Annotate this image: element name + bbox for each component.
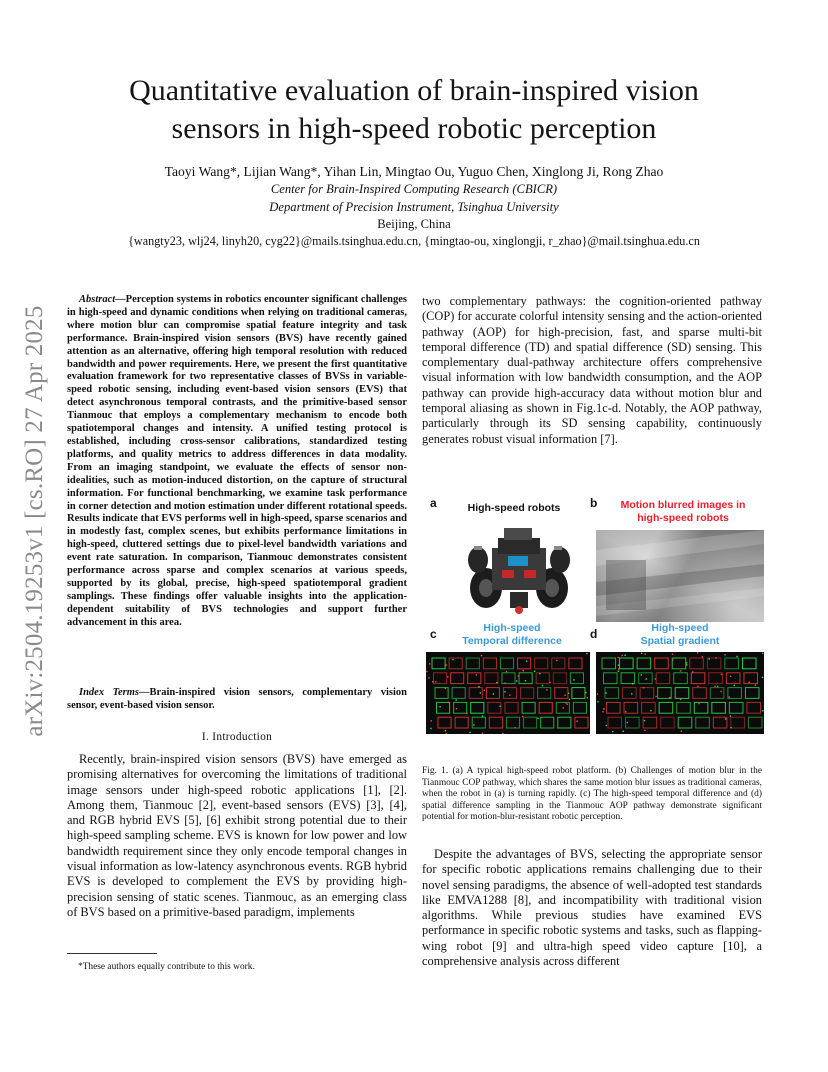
abstract (67, 294, 407, 630)
panel-d-label: d (590, 627, 598, 641)
arxiv-stamp-text: arXiv:2504.19253v1 [cs.RO] 27 Apr 2025 (21, 305, 48, 737)
panel-c-title-line-1: High-speed (483, 622, 541, 634)
panel-b-title-line-2: high-speed robots (637, 512, 729, 524)
panel-d-title (620, 622, 740, 648)
panel-b-title-line-1: Motion blurred images in (620, 499, 746, 511)
panel-a-title: High-speed robots (467, 502, 561, 514)
abstract-lead: Abstract (79, 294, 116, 305)
motion-blur-photo (596, 530, 764, 622)
panel-b-label: b (590, 496, 598, 510)
robot-photo (444, 518, 592, 622)
author-list: Taoyi Wang*, Lijian Wang*, Yihan Lin, Mingtao Ou, Yuguo Chen, Xinglong Ji, Rong Zhao (164, 164, 664, 179)
figure-1 (424, 494, 764, 734)
footnote: *These authors equally contribute to this work. (78, 962, 255, 972)
affiliation-location: Beijing, China (377, 217, 451, 231)
paper-title (60, 72, 768, 148)
arxiv-stamp (18, 282, 52, 760)
panel-c-label: c (430, 627, 437, 641)
introduction-paragraph: Recently, brain-inspired vision sensors (BVS) have emerged as promising alternatives for overcoming the limitations of traditional image sensors under high-speed robotic applications [1], [2]. Among them, Tianmouc [2], event-based sensors (EVS) [3], [4], and RGB hybrid EVS [5], [6] exhibit strong potential due to their high-speed sampling scheme. EVS is known for low power and low bandwidth requirement since they only encode temporal changes in visual information as low-latency asynchronous events. RGB hybrid EVS is developed to complement the EVS by providing high-precision sensing of static scenes. Tianmouc, as an emerging class of BVS based on a primitive-based paradigm, implements (67, 752, 407, 919)
title-line-1: Quantitative evaluation of brain-inspired vision (129, 74, 699, 107)
footnote-rule (67, 953, 157, 954)
panel-d-title-line-1: High-speed (651, 622, 709, 634)
title-line-2: sensors in high-speed robotic perception (171, 112, 657, 145)
temporal-difference-visualization (426, 652, 590, 734)
abstract-body: —Perception systems in robotics encounter significant challenges in high-speed and dynamic conditions when relying on traditional cameras, where motion blur can compromise spatial feature integrity and task performance. Brain-inspired vision sensors (BVS) have recently gained attention as an alternative, offering high temporal resolution with reduced bandwidth and power requirements. Here, we present the first quantitative evaluation framework for two representative classes of BVSs in variable-speed robotic sensing, including event-based vision sensors (EVS) that detect asynchronous temporal contrasts, and the primitive-based sensor Tianmouc that employs a complementary mechanism to encode both spatiotemporal changes and intensity. A unified testing protocol is established, including cross-sensor calibrations, standardized testing platforms, and quality metrics to address differences in data modality. From an imaging standpoint, we evaluate the effects of sensor non-idealities, such as motion-induced distortion, on the capture of structural information. For functional benchmarking, we examine task performance in corner detection and motion estimation under different rotational speeds. Results indicate that EVS performs well in high-speed, sparse scenarios and in modestly fast, complex scenes, but exhibits performance limitations in high-speed, cluttered settings due to pixel-level bandwidth variations and event rate saturation. In comparison, Tianmouc demonstrates consistent performance across sparse and complex scenarios at various speeds, supported by its global, precise, high-speed spatiotemporal gradient samplings. These findings offer valuable insights into the application-dependent suitability of BVS technologies and support further advancement in this area. (67, 294, 407, 628)
panel-b-title (608, 499, 758, 525)
right-column-paragraph-1: two complementary pathways: the cognition-oriented pathway (COP) for accurate colorful intensity sensing and the action-oriented pathway (AOP) for high-precision, fast, and sparse multi-bit temporal difference (TD) and spatial difference (SD) sensing. This complementary dual-pathway architecture offers comprehensive visual information with low bandwidth consumption, and the AOP pathway can provide high-accuracy data without motion blur and temporal aliasing as shown in Fig.1c-d. Notably, the AOP pathway, particularly through its SD sensing capability, continuously generates robust visual information [7]. (422, 294, 762, 446)
section-heading-introduction: I. Introduction (201, 731, 273, 743)
index-terms (67, 687, 407, 713)
right-column-paragraph-2: Despite the advantages of BVS, selecting the appropriate sensor for specific robotic applications remains challenging due to their novel sensing paradigms, the absence of well-adopted test standards like EMVA1288 [8], and incompatibility with traditional vision algorithms. While previous studies have examined EVS performance in specific robotic systems and tasks, such as flapping-wing robot [9] and ultra-high speed video capture [10], a comprehensive analysis across different (422, 847, 762, 969)
affiliation-department: Department of Precision Instrument, Tsinghua University (269, 200, 559, 214)
robot-icon (444, 518, 592, 622)
panel-c-title-line-2: Temporal difference (462, 635, 562, 647)
author-emails: {wangty23, wlj24, linyh20, cyg22}@mails.tsinghua.edu.cn, {mingtao-ou, xinglongji, r_zhao}@mail.tsinghua.edu.cn (128, 234, 700, 248)
motion-blur-image (596, 530, 764, 622)
spatial-gradient-image (596, 652, 764, 734)
panel-c-title (452, 622, 572, 648)
panel-a-label: a (430, 496, 437, 510)
panel-d-title-line-2: Spatial gradient (640, 635, 720, 647)
spatial-gradient-visualization (596, 652, 764, 734)
index-terms-lead: Index Terms (79, 687, 140, 698)
index-terms-body: —Brain-inspired vision sensors, complementary vision sensor, event-based vision sensor. (67, 687, 407, 711)
affiliation-center: Center for Brain-Inspired Computing Research (CBICR) (270, 182, 558, 196)
temporal-difference-image (426, 652, 590, 734)
figure-1-caption: Fig. 1. (a) A typical high-speed robot platform. (b) Challenges of motion blur in the Tianmouc COP pathway, which shares the same motion blur issues as traditional cameras, when the robot in (a) is turning rapidly. (c) The high-speed temporal difference and (d) spatial difference sampling in the Tianmouc AOP pathway demonstrate significant potential for motion-blur-resistant robotic perception. (422, 766, 762, 823)
